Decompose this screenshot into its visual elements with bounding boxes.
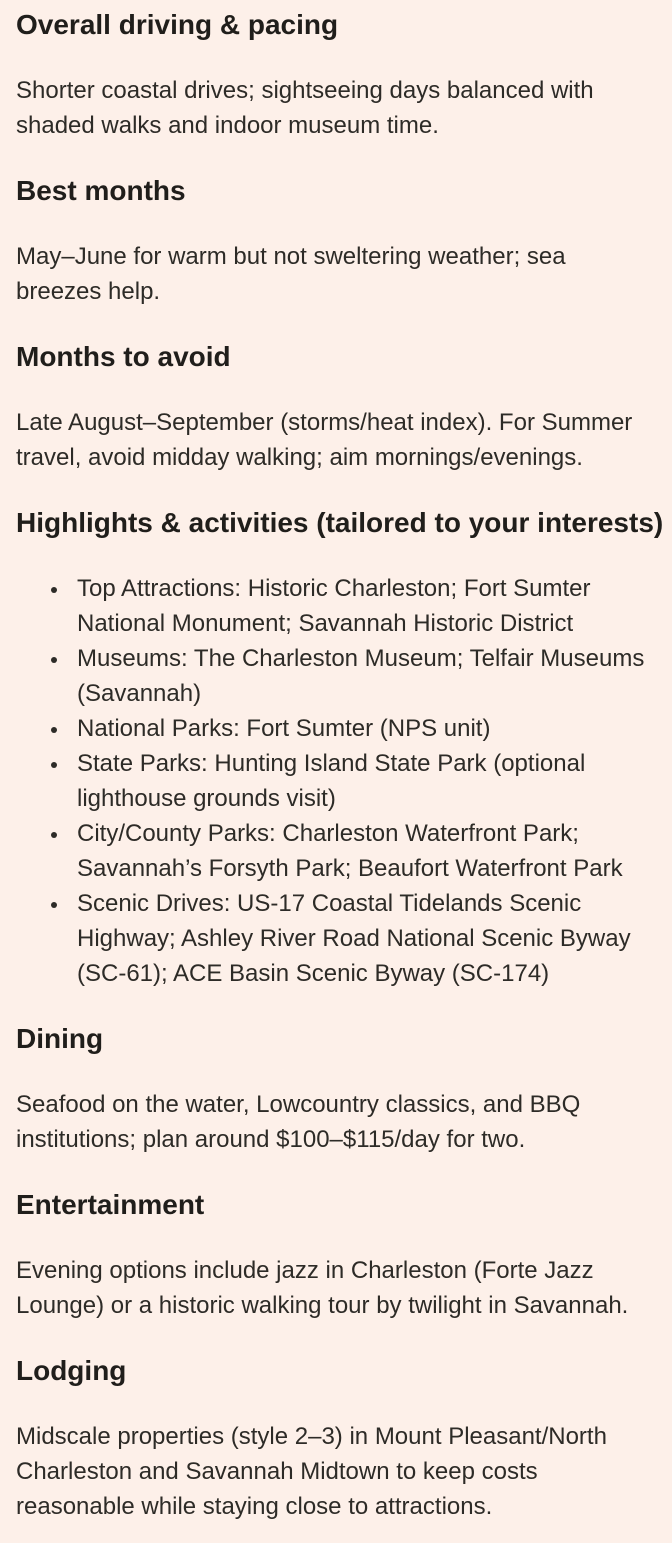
paragraph-dining: Seafood on the water, Lowcountry classics, and BBQ institutions; plan around $100–$115/day for two. [16,1091,581,1153]
highlights-bullet-list [16,571,656,991]
bullet-item-scenic-drives: Scenic Drives: US-17 Coastal Tidelands Scenic Highway; Ashley River Road National Scenic Byway (SC-61); ACE Basin Scenic Byway (SC-174) [77,886,656,991]
paragraph-lodging: Midscale properties (style 2–3) in Mount Pleasant/North Charleston and Savannah Midtown to keep costs reasonable while staying close to attractions. [16,1423,607,1520]
paragraph-months-to-avoid: Late August–September (storms/heat index). For Summer travel, avoid midday walking; aim mornings/evenings. [16,409,633,471]
section-heading-best-months: Best months [16,175,186,206]
section-heading-entertainment: Entertainment [16,1189,205,1220]
paragraph-overall-driving-pacing: Shorter coastal drives; sightseeing days balanced with shaded walks and indoor museum time. [16,77,594,139]
bullet-item-national-parks: National Parks: Fort Sumter (NPS unit) [77,711,656,746]
paragraph-entertainment: Evening options include jazz in Charleston (Forte Jazz Lounge) or a historic walking tour by twilight in Savannah. [16,1257,629,1319]
section-heading-lodging: Lodging [16,1355,127,1386]
bullet-item-top-attractions: Top Attractions: Historic Charleston; Fort Sumter National Monument; Savannah Historic District [77,571,656,641]
section-heading-overall-driving-pacing: Overall driving & pacing [16,9,339,40]
section-heading-highlights-activities: Highlights & activities (tailored to your interests) [16,507,664,538]
bullet-item-museums: Museums: The Charleston Museum; Telfair Museums (Savannah) [77,641,656,711]
section-heading-dining: Dining [16,1023,104,1054]
section-heading-months-to-avoid: Months to avoid [16,341,231,372]
document-content [16,8,664,1524]
paragraph-best-months: May–June for warm but not sweltering weather; sea breezes help. [16,243,566,305]
bullet-item-state-parks: State Parks: Hunting Island State Park (optional lighthouse grounds visit) [77,746,656,816]
bullet-item-city-county-parks: City/County Parks: Charleston Waterfront Park; Savannah’s Forsyth Park; Beaufort Waterfront Park [77,816,656,886]
